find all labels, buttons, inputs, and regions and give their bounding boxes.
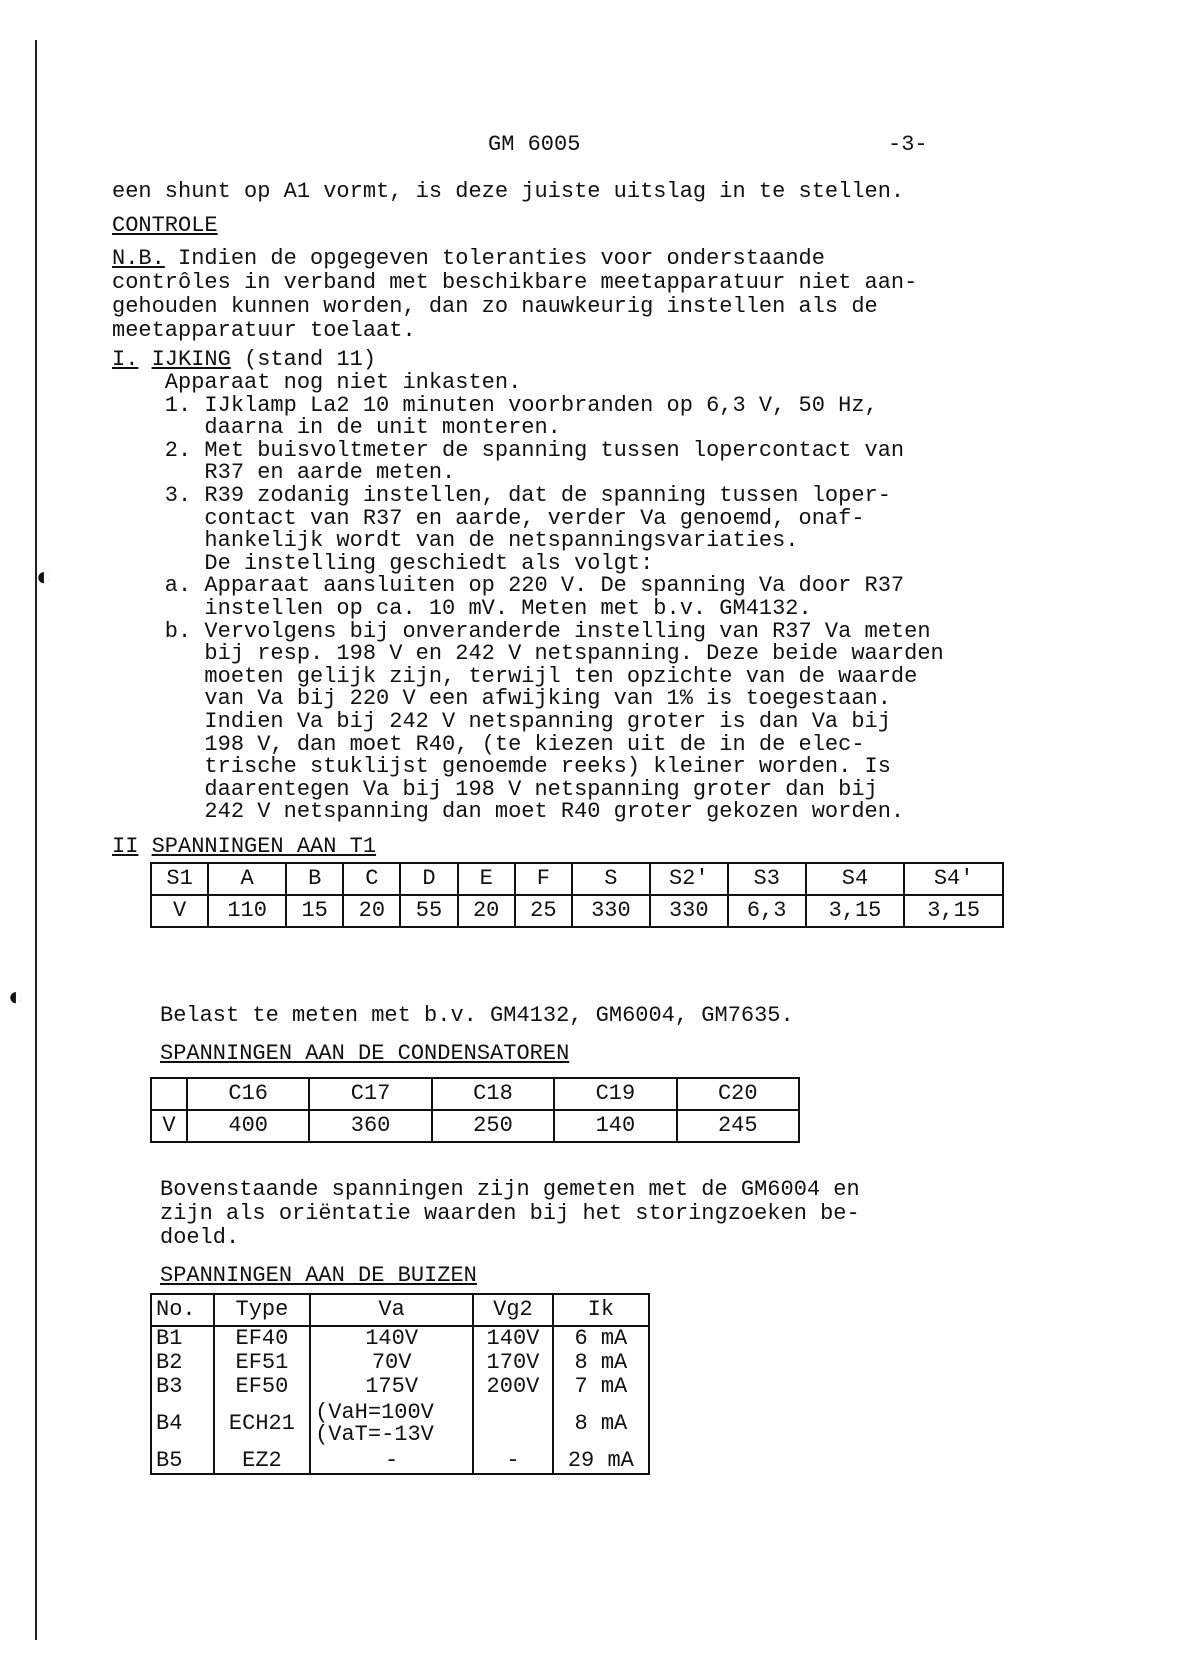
- ijking-line: van Va bij 220 V een afwijking van 1% is toegestaan.: [112, 686, 891, 712]
- section-subtitle: (stand 11): [230, 347, 377, 372]
- table-cell: (VaH=100V (VaT=-13V: [310, 1399, 473, 1449]
- ijking-line: Apparaat nog niet inkasten.: [112, 370, 522, 395]
- punch-hole-mark: ◐: [8, 983, 24, 1013]
- table-cell: -: [310, 1449, 473, 1474]
- table-row: [151, 1326, 649, 1351]
- table-cell: [151, 1078, 187, 1110]
- table-cell: 140V: [473, 1326, 553, 1351]
- table-cell: 8 mA: [553, 1351, 649, 1375]
- table-cell: 7 mA: [553, 1375, 649, 1399]
- ijking-line: daarentegen Va bij 198 V netspanning groter dan bij: [112, 776, 878, 802]
- table-header-row: [151, 1078, 799, 1110]
- table-cell: B3: [151, 1375, 214, 1399]
- table-cell: EF40: [214, 1326, 310, 1351]
- table-cell: 245: [677, 1110, 799, 1142]
- table-cell: 20: [343, 895, 400, 927]
- punch-hole-mark: ◐: [36, 563, 52, 593]
- table-cell: C19: [554, 1078, 676, 1110]
- page-number: -3-: [888, 132, 928, 157]
- condensers-heading: SPANNINGEN AAN DE CONDENSATOREN: [160, 1041, 570, 1066]
- table-row: [151, 1110, 799, 1142]
- table-cell: Va: [310, 1294, 473, 1326]
- margin-line: [35, 40, 37, 1640]
- table-cell: B2: [151, 1351, 214, 1375]
- table-row: [151, 895, 1003, 927]
- nb-line: contrôles in verband met beschikbare meetapparatuur niet aan-: [112, 270, 918, 295]
- t1-heading: [112, 835, 376, 859]
- ijking-line: moeten gelijk zijn, terwijl ten opzichte van de waarde: [112, 663, 918, 689]
- table-row: [151, 1351, 649, 1375]
- table-cell: EF50: [214, 1375, 310, 1399]
- note-line: Bovenstaande spanningen zijn gemeten met de GM6004 en: [160, 1177, 860, 1202]
- note-line: doeld.: [160, 1225, 240, 1250]
- table-cell: D: [400, 863, 457, 895]
- ijking-line: 242 V netspanning dan moet R40 groter gekozen worden.: [112, 799, 905, 825]
- table-cell: 110: [208, 895, 286, 927]
- table-cell: 140V: [310, 1326, 473, 1351]
- table-cell: 6,3: [728, 895, 806, 927]
- section-number: II: [112, 834, 139, 859]
- orientation-note: [160, 1178, 860, 1250]
- table-cell: Vg2: [473, 1294, 553, 1326]
- ijking-line: R37 en aarde meten.: [112, 460, 456, 486]
- condenser-voltage-table: [150, 1077, 800, 1143]
- t1-voltage-table: [150, 862, 1004, 928]
- table-cell: Ik: [553, 1294, 649, 1326]
- ijking-heading: [112, 348, 376, 372]
- note-line: zijn als oriëntatie waarden bij het storingzoeken be-: [160, 1201, 860, 1226]
- section-number: I.: [112, 347, 139, 372]
- table-cell: 330: [572, 895, 650, 927]
- nb-line: meetapparatuur toelaat.: [112, 318, 416, 343]
- table-cell: 70V: [310, 1351, 473, 1375]
- table-cell: 330: [650, 895, 728, 927]
- nb-paragraph: [112, 247, 917, 343]
- ijking-line: 198 V, dan moet R40, (te kiezen uit de in de elec-: [112, 731, 865, 757]
- nb-label: N.B.: [112, 246, 165, 271]
- table-row: [151, 1375, 649, 1399]
- table-cell: B4: [151, 1399, 214, 1449]
- table-cell: F: [515, 863, 572, 895]
- ijking-body: [112, 372, 944, 824]
- table-cell: 55: [400, 895, 457, 927]
- section-title: IJKING: [151, 347, 231, 372]
- table-cell: 3,15: [904, 895, 1003, 927]
- tube-voltage-table: [150, 1293, 650, 1475]
- table-cell: A: [208, 863, 286, 895]
- table-cell: 170V: [473, 1351, 553, 1375]
- table-cell: S4: [806, 863, 905, 895]
- table-cell: 400: [187, 1110, 309, 1142]
- table-cell: 140: [554, 1110, 676, 1142]
- ijking-line: b. Vervolgens bij onveranderde instelling van R37 Va meten: [112, 618, 931, 644]
- ijking-line: 3. R39 zodanig instellen, dat de spanning tussen loper-: [112, 482, 891, 508]
- table-cell: E: [458, 863, 515, 895]
- tubes-heading: SPANNINGEN AAN DE BUIZEN: [160, 1263, 477, 1288]
- table-cell: V: [151, 1110, 187, 1142]
- table-row: [151, 1449, 649, 1474]
- ijking-line: De instelling geschiedt als volgt:: [112, 550, 654, 576]
- ijking-line: daarna in de unit monteren.: [112, 415, 561, 441]
- ijking-line: Indien Va bij 242 V netspanning groter is dan Va bij: [112, 708, 891, 734]
- table-cell: S: [572, 863, 650, 895]
- controle-heading: CONTROLE: [112, 213, 218, 238]
- table-cell: S3: [728, 863, 806, 895]
- table-cell: 25: [515, 895, 572, 927]
- table-cell: 175V: [310, 1375, 473, 1399]
- table-cell: C: [343, 863, 400, 895]
- table-cell: EF51: [214, 1351, 310, 1375]
- table-cell: C16: [187, 1078, 309, 1110]
- table-cell: 200V: [473, 1375, 553, 1399]
- table-cell: 3,15: [806, 895, 905, 927]
- table-cell: Type: [214, 1294, 310, 1326]
- table-cell: 8 mA: [553, 1399, 649, 1449]
- table-cell: No.: [151, 1294, 214, 1326]
- table-cell: S1: [151, 863, 208, 895]
- load-note: Belast te meten met b.v. GM4132, GM6004, GM7635.: [160, 1003, 794, 1028]
- ijking-line: 2. Met buisvoltmeter de spanning tussen lopercontact van: [112, 437, 905, 463]
- table-row: [151, 1399, 649, 1449]
- table-cell: C18: [432, 1078, 554, 1110]
- table-cell: B: [286, 863, 343, 895]
- table-cell: S2': [650, 863, 728, 895]
- table-header-row: [151, 863, 1003, 895]
- table-cell: [473, 1399, 553, 1449]
- ijking-line: hankelijk wordt van de netspanningsvariaties.: [112, 528, 799, 554]
- table-cell: 6 mA: [553, 1326, 649, 1351]
- ijking-line: trische stuklijst genoemde reeks) kleiner worden. Is: [112, 754, 891, 780]
- ijking-line: instellen op ca. 10 mV. Meten met b.v. GM4132.: [112, 595, 812, 621]
- nb-line: gehouden kunnen worden, dan zo nauwkeurig instellen als de: [112, 294, 878, 319]
- ijking-line: bij resp. 198 V en 242 V netspanning. Deze beide waarden: [112, 641, 944, 667]
- table-cell: 15: [286, 895, 343, 927]
- table-cell: 20: [458, 895, 515, 927]
- table-cell: B5: [151, 1449, 214, 1474]
- section-title: SPANNINGEN AAN T1: [151, 834, 377, 859]
- nb-line: Indien de opgegeven toleranties voor onderstaande: [164, 246, 825, 271]
- table-cell: -: [473, 1449, 553, 1474]
- table-cell: C17: [309, 1078, 431, 1110]
- doc-id: GM 6005: [488, 132, 581, 157]
- intro-line: een shunt op A1 vormt, is deze juiste uitslag in te stellen.: [112, 179, 905, 204]
- table-cell: 250: [432, 1110, 554, 1142]
- table-header-row: [151, 1294, 649, 1326]
- table-cell: C20: [677, 1078, 799, 1110]
- ijking-line: 1. IJklamp La2 10 minuten voorbranden op 6,3 V, 50 Hz,: [112, 392, 878, 418]
- table-cell: S4': [904, 863, 1003, 895]
- ijking-line: contact van R37 en aarde, verder Va genoemd, onaf-: [112, 505, 865, 531]
- table-cell: B1: [151, 1326, 214, 1351]
- table-cell: 360: [309, 1110, 431, 1142]
- table-cell: ECH21: [214, 1399, 310, 1449]
- table-cell: EZ2: [214, 1449, 310, 1474]
- table-cell: V: [151, 895, 208, 927]
- ijking-line: a. Apparaat aansluiten op 220 V. De spanning Va door R37: [112, 573, 905, 599]
- table-cell: 29 mA: [553, 1449, 649, 1474]
